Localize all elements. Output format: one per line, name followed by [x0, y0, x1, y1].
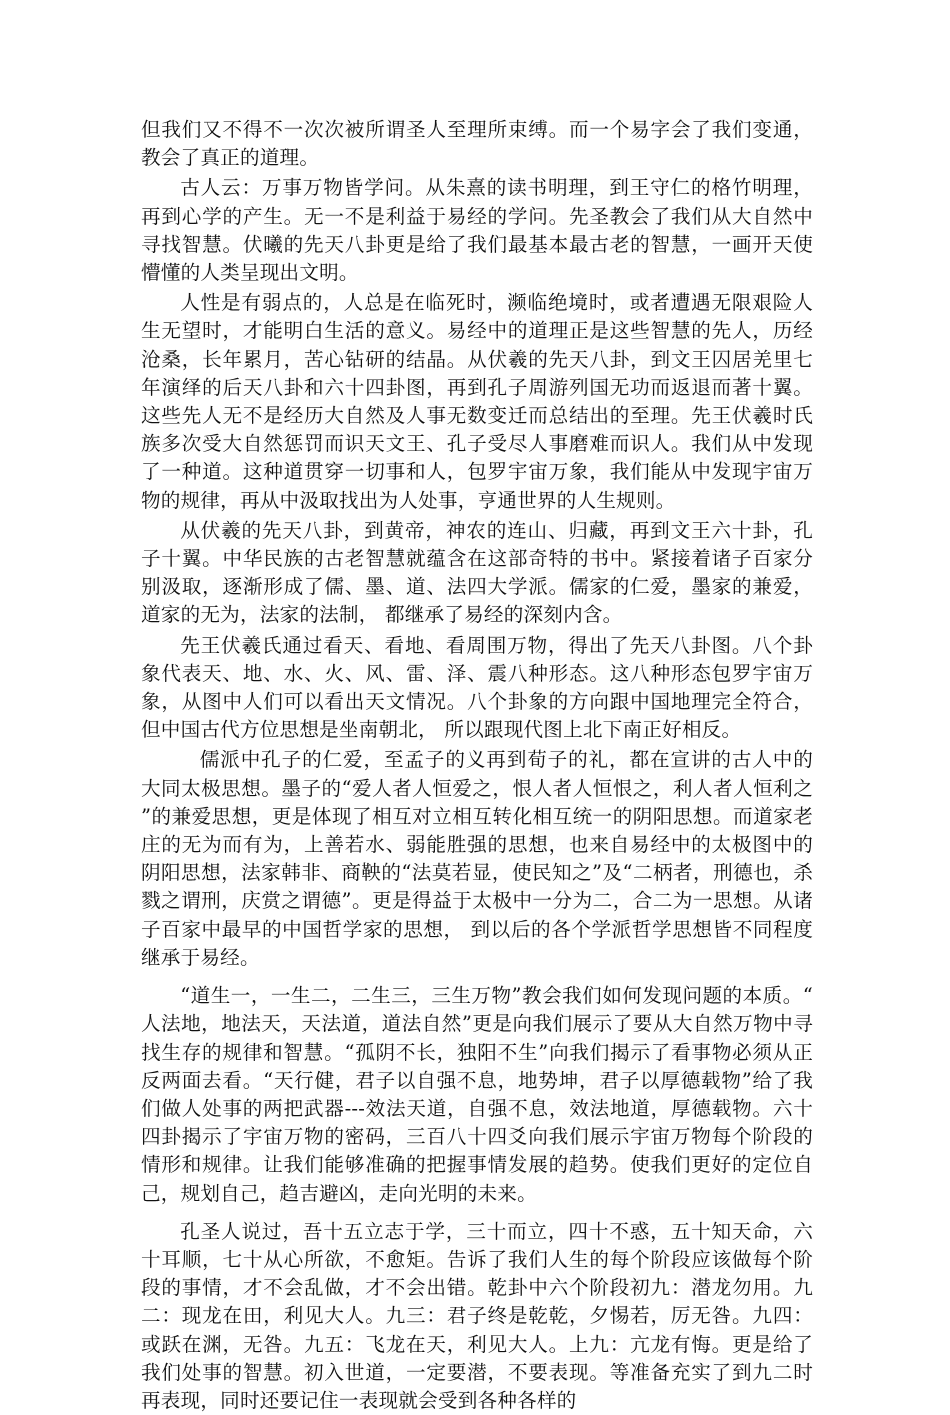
paragraph-4: 从伏羲的先天八卦，到黄帝，神农的连山、归藏，再到文王六十卦，孔子十翼。中华民族的古老智慧就蕴含在这部奇特的书中。紧接着诸子百家分别汲取，逐渐形成了儒、墨、道、法四大学派。儒家的仁爱，墨家的兼爱，道家的无为，法家的法制， 都继承了易经的深刻内含。	[141, 518, 813, 627]
paragraph-8: 孔圣人说过，吾十五立志于学，三十而立，四十不惑，五十知天命，六十耳顺，七十从心所欲，不愈矩。告诉了我们人生的每个阶段应该做每个阶段的事情，才不会乱做，才不会出错。乾卦中六个阶段初九：潜龙勿用。九二：现龙在田，利见大人。九三：君子终是乾乾，夕惕若，厉无咎。九四：或跃在渊，无咎。九五：飞龙在天，利见大人。上九：亢龙有悔。更是给了我们处事的智慧。初入世道，一定要潜，不要表现。等准备充实了到九二时再表现，同时还要记住一表现就会受到各种各样的	[141, 1219, 813, 1412]
paragraph-1: 但我们又不得不一次次被所谓圣人至理所束缚。而一个易字会了我们变通，教会了真正的道理。	[141, 118, 813, 170]
paragraph-5: 先王伏羲氏通过看天、看地、看周围万物，得出了先天八卦图。八个卦象代表天、地、水、火、风、雷、泽、震八种形态。这八种形态包罗宇宙万象，从图中人们可以看出天文情况。八个卦象的方向跟中国地理完全符合，但中国古代方位思想是坐南朝北， 所以跟现代图上北下南正好相反。	[141, 633, 813, 742]
paragraph-2: 古人云：万事万物皆学问。从朱熹的读书明理，到王守仁的格竹明理，再到心学的产生。无一不是利益于易经的学问。先圣教会了我们从大自然中寻找智慧。伏曦的先天八卦更是给了我们最基本最古老的智慧，一画开天使懵懂的人类呈现出文明。	[141, 176, 813, 285]
paragraph-7: “道生一，一生二，二生三，三生万物”教会我们如何发现问题的本质。“人法地，地法天，天法道，道法自然”更是向我们展示了要从大自然万物中寻找生存的规律和智慧。“孤阴不长，独阳不生”向我们揭示了看事物必须从正反两面去看。“天行健，君子以自强不息，地势坤，君子以厚德载物”给了我们做人处事的两把武器---效法天道，自强不息，效法地道，厚德载物。六十四卦揭示了宇宙万物的密码，三百八十四爻向我们展示宇宙万物每个阶段的情形和规律。让我们能够准确的把握事情发展的趋势。使我们更好的定位自己，规划自己，趋吉避凶，走向光明的未来。	[141, 984, 813, 1205]
document-page	[141, 116, 813, 1415]
paragraph-6: 儒派中孔子的仁爱，至孟子的义再到荀子的礼，都在宣讲的古人中的大同太极思想。墨子的“爱人者人恒爱之，恨人者人恒恨之，利人者人恒利之”的兼爱思想，更是体现了相互对立相互转化相互统一的阴阳思想。而道家老庄的无为而有为，上善若水、弱能胜强的思想，也来自易经中的太极图中的阴阳思想，法家韩非、商鞅的“法莫若显，使民知之”及“二柄者，刑德也，杀戮之谓刑，庆赏之谓德”。更是得益于太极中一分为二，合二为一思想。从诸子百家中最早的中国哲学家的思想， 到以后的各个学派哲学思想皆不同程度继承于易经。	[141, 748, 813, 969]
paragraph-3: 人性是有弱点的，人总是在临死时，濒临绝境时，或者遭遇无限艰险人生无望时，才能明白生活的意义。易经中的道理正是这些智慧的先人，历经沧桑，长年累月，苦心钻研的结晶。从伏羲的先天八卦，到文王囚居羌里七年演绎的后天八卦和六十四卦图，再到孔子周游列国无功而返退而著十翼。这些先人无不是经历大自然及人事无数变迁而总结出的至理。先王伏羲时氏族多次受大自然惩罚而识天文王、孔子受尽人事磨难而识人。我们从中发现了一种道。这种道贯穿一切事和人，包罗宇宙万象，我们能从中发现宇宙万物的规律，再从中汲取找出为人处事，亨通世界的人生规则。	[141, 291, 813, 512]
